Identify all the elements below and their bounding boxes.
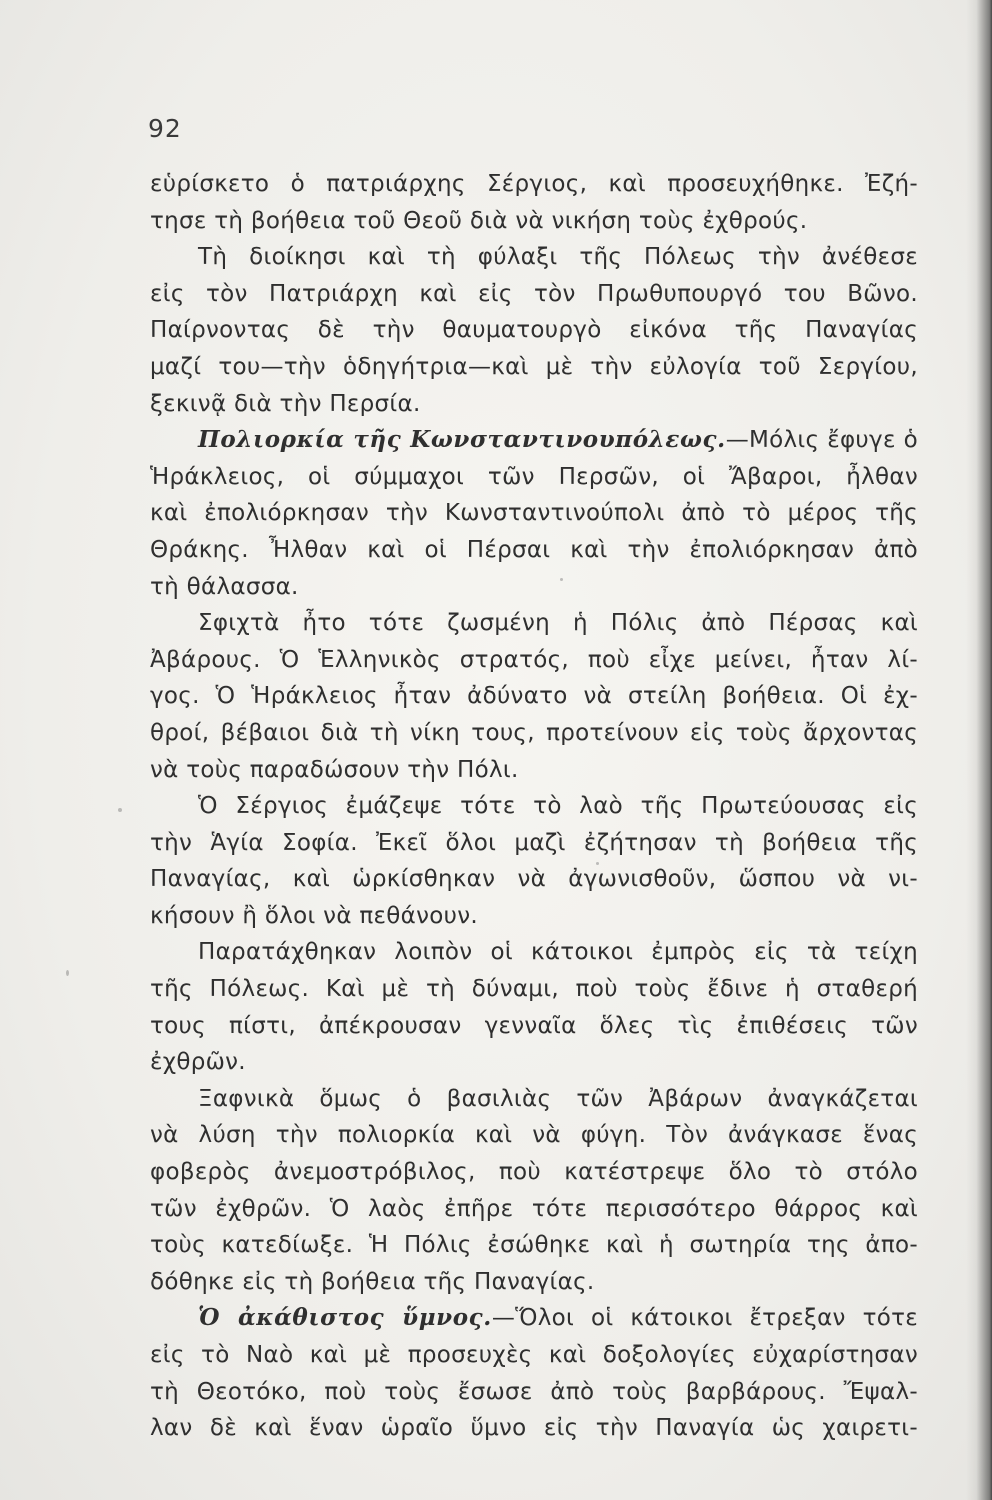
line-text: νὰ λύση τὴν πολιορκία καὶ νὰ φύγη. Τὸν ἀνάγκασε ἕνας (150, 1122, 918, 1149)
line-text: Ὁ Σέργιος ἐμάζεψε τότε τὸ λαὸ τῆς Πρωτεύουσας εἰς (198, 793, 918, 820)
print-speck (118, 808, 122, 812)
text-line (150, 861, 918, 898)
text-line (150, 1191, 918, 1228)
text-line (150, 276, 918, 313)
line-text: Ξαφνικὰ ὅμως ὁ βασιλιὰς τῶν Ἀβάρων ἀναγκάζεται (198, 1085, 918, 1112)
line-text: γος. Ὁ Ἡράκλειος ἦταν ἀδύνατο νὰ στείλη βοήθεια. Οἱ ἐχ- (150, 683, 918, 710)
line-text: Παίρνοντας δὲ τὴν θαυματουργὸ εἰκόνα τῆς Παναγίας (150, 317, 918, 344)
text-line (150, 1374, 918, 1411)
text-line (150, 569, 918, 606)
text-line (150, 459, 918, 496)
line-text: δόθηκε εἰς τὴ βοήθεια τῆς Παναγίας. (150, 1268, 595, 1295)
line-text: φοβερὸς ἀνεμοστρόβιλος, ποὺ κατέστρεψε ὅλο τὸ στόλο (150, 1159, 918, 1186)
text-line (150, 239, 918, 276)
line-text: κήσουν ἢ ὅλοι νὰ πεθάνουν. (150, 902, 479, 929)
text-line (150, 386, 918, 423)
text-line (150, 1044, 918, 1081)
text-line (150, 1008, 918, 1045)
line-text: εἰς τὸν Πατριάρχη καὶ εἰς τὸν Πρωθυπουργό του Βῶνο. (150, 280, 918, 307)
print-speck (66, 970, 69, 976)
line-text: τησε τὴ βοήθεια τοῦ Θεοῦ διὰ νὰ νικήση τοὺς ἐχθρούς. (150, 207, 808, 234)
text-line (150, 532, 918, 569)
text-line (150, 971, 918, 1008)
line-text: ξεκινᾷ διὰ τὴν Περσία. (150, 390, 421, 417)
print-speck (596, 862, 599, 865)
line-text: τὴ Θεοτόκο, ποὺ τοὺς ἔσωσε ἀπὸ τοὺς βαρβάρους. Ἔψαλ- (150, 1378, 918, 1405)
line-text: τους πίστι, ἀπέκρουσαν γενναῖα ὅλες τὶς ἐπιθέσεις τῶν (150, 1012, 918, 1039)
section-heading: Πολιορκία τῆς Κωνσταντινουπόλεως. (198, 426, 726, 454)
line-text: θροί, βέβαιοι διὰ τὴ νίκη τους, προτείνουν εἰς τοὺς ἄρχοντας (150, 719, 918, 746)
page-spine-shadow (966, 0, 992, 1500)
line-text: Σφιχτὰ ἦτο τότε ζωσμένη ἡ Πόλις ἀπὸ Πέρσας καὶ (198, 610, 918, 637)
section-heading-line (150, 1300, 918, 1337)
text-line (150, 605, 918, 642)
line-text: Παναγίας, καὶ ὡρκίσθηκαν νὰ ἀγωνισθοῦν, ὥσπου νὰ νι- (150, 866, 918, 893)
text-line (150, 752, 918, 789)
line-text: τὴ θάλασσα. (150, 573, 299, 600)
text-line (150, 788, 918, 825)
section-heading-line (150, 422, 918, 459)
line-text: —Μόλις ἔφυγε ὁ (725, 427, 918, 454)
section-heading: Ὁ ἀκάθιστος ὕμνος. (198, 1304, 492, 1332)
text-line (150, 203, 918, 240)
text-line (150, 495, 918, 532)
text-line (150, 1264, 918, 1301)
text-line (150, 1337, 918, 1374)
line-text: —Ὅλοι οἱ κάτοικοι ἔτρεξαν τότε (491, 1305, 918, 1332)
text-line (150, 825, 918, 862)
text-line (150, 166, 918, 203)
text-line (150, 642, 918, 679)
text-line (150, 1154, 918, 1191)
line-text: νὰ τοὺς παραδώσουν τὴν Πόλι. (150, 756, 519, 783)
text-line (150, 1227, 918, 1264)
text-line (150, 1081, 918, 1118)
line-text: λαν δὲ καὶ ἕναν ὡραῖο ὕμνο εἰς τὴν Παναγία ὡς χαιρετι- (150, 1415, 918, 1442)
body-text (150, 166, 918, 1447)
line-text: καὶ ἐπολιόρκησαν τὴν Κωνσταντινούπολι ἀπὸ τὸ μέρος τῆς (150, 500, 918, 527)
text-line (150, 678, 918, 715)
line-text: Τὴ διοίκησι καὶ τὴ φύλαξι τῆς Πόλεως τὴν ἀνέθεσε (198, 244, 918, 271)
line-text: ἐχθρῶν. (150, 1049, 246, 1076)
text-line (150, 715, 918, 752)
text-line (150, 1410, 918, 1447)
page-number: 92 (148, 114, 182, 143)
print-speck (560, 578, 563, 581)
text-line (150, 898, 918, 935)
line-text: Παρατάχθηκαν λοιπὸν οἱ κάτοικοι ἐμπρὸς εἰς τὰ τείχη (198, 939, 918, 966)
line-text: τοὺς κατεδίωξε. Ἡ Πόλις ἐσώθηκε καὶ ἡ σωτηρία της ἀπο- (150, 1232, 918, 1259)
line-text: τῆς Πόλεως. Καὶ μὲ τὴ δύναμι, ποὺ τοὺς ἔδινε ἡ σταθερή (150, 976, 918, 1003)
line-text: Θράκης. Ἦλθαν καὶ οἱ Πέρσαι καὶ τὴν ἐπολιόρκησαν ἀπὸ (150, 536, 918, 563)
text-line (150, 349, 918, 386)
line-text: Ἡράκλειος, οἱ σύμμαχοι τῶν Περσῶν, οἱ Ἄβαροι, ἦλθαν (150, 463, 918, 490)
line-text: μαζί του—τὴν ὁδηγήτρια—καὶ μὲ τὴν εὐλογία τοῦ Σεργίου, (150, 353, 918, 380)
text-line (150, 934, 918, 971)
text-line (150, 1117, 918, 1154)
text-line (150, 312, 918, 349)
line-text: εἰς τὸ Ναὸ καὶ μὲ προσευχὲς καὶ δοξολογίες εὐχαρίστησαν (150, 1342, 918, 1368)
line-text: Ἀβάρους. Ὁ Ἑλληνικὸς στρατός, ποὺ εἶχε μείνει, ἦταν λί- (150, 646, 918, 673)
line-text: τὴν Ἁγία Σοφία. Ἐκεῖ ὅλοι μαζὶ ἐζήτησαν τὴ βοήθεια τῆς (150, 829, 918, 856)
line-text: τῶν ἐχθρῶν. Ὁ λαὸς ἐπῆρε τότε περισσότερο θάρρος καὶ (150, 1195, 918, 1222)
line-text: εὑρίσκετο ὁ πατριάρχης Σέργιος, καὶ προσευχήθηκε. Ἐζή- (150, 171, 918, 197)
